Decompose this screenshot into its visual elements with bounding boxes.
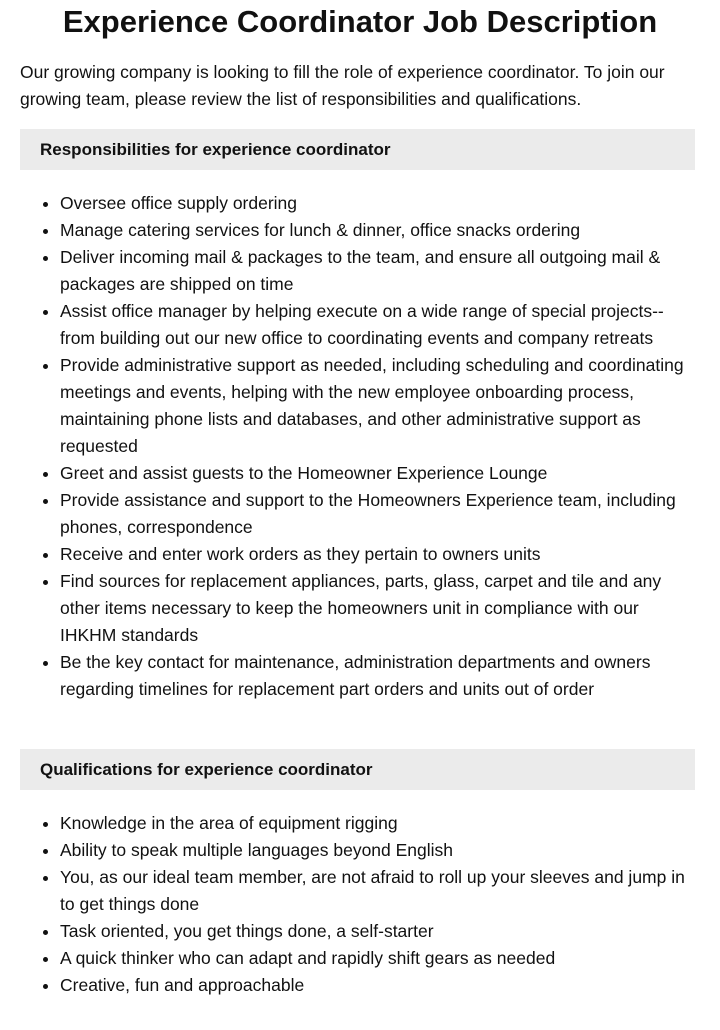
intro-paragraph: Our growing company is looking to fill the role of experience coordinator. To join our growing team, please review the list of responsibilities and qualifications. bbox=[20, 62, 665, 109]
list-item: • Deliver incoming mail & packages to the team, and ensure all outgoing mail & packages are shipped on time bbox=[60, 244, 695, 298]
list-item: • Creative, fun and approachable bbox=[60, 972, 695, 999]
list-item: • Be the key contact for maintenance, administration departments and owners regarding timelines for replacement part orders and units out of order bbox=[60, 649, 695, 703]
list-item: • Oversee office supply ordering bbox=[60, 190, 695, 217]
responsibilities-list bbox=[20, 190, 695, 703]
list-item: • Ability to speak multiple languages beyond English bbox=[60, 837, 695, 864]
list-item: • Assist office manager by helping execute on a wide range of special projects--from building out our new office to coordinating events and company retreats bbox=[60, 298, 695, 352]
list-item: • Manage catering services for lunch & dinner, office snacks ordering bbox=[60, 217, 695, 244]
list-item: • Receive and enter work orders as they pertain to owners units bbox=[60, 541, 695, 568]
list-item: • You, as our ideal team member, are not afraid to roll up your sleeves and jump in to get things done bbox=[60, 864, 695, 918]
list-item: • A quick thinker who can adapt and rapidly shift gears as needed bbox=[60, 945, 695, 972]
list-item: • Task oriented, you get things done, a self-starter bbox=[60, 918, 695, 945]
qualifications-heading: Qualifications for experience coordinator bbox=[20, 749, 695, 790]
responsibilities-heading: Responsibilities for experience coordinator bbox=[20, 129, 695, 170]
page-title: Experience Coordinator Job Description bbox=[62, 4, 658, 39]
list-item: • Find sources for replacement appliances, parts, glass, carpet and tile and any other items necessary to keep the homeowners unit in compliance with our IHKHM standards bbox=[60, 568, 695, 649]
qualifications-list bbox=[20, 810, 695, 999]
list-item: • Provide administrative support as needed, including scheduling and coordinating meetings and events, helping with the new employee onboarding process, maintaining phone lists and databases, and other administrative support as requested bbox=[60, 352, 695, 460]
list-item: • Greet and assist guests to the Homeowner Experience Lounge bbox=[60, 460, 695, 487]
list-item: • Knowledge in the area of equipment rigging bbox=[60, 810, 695, 837]
list-item: • Provide assistance and support to the Homeowners Experience team, including phones, correspondence bbox=[60, 487, 695, 541]
